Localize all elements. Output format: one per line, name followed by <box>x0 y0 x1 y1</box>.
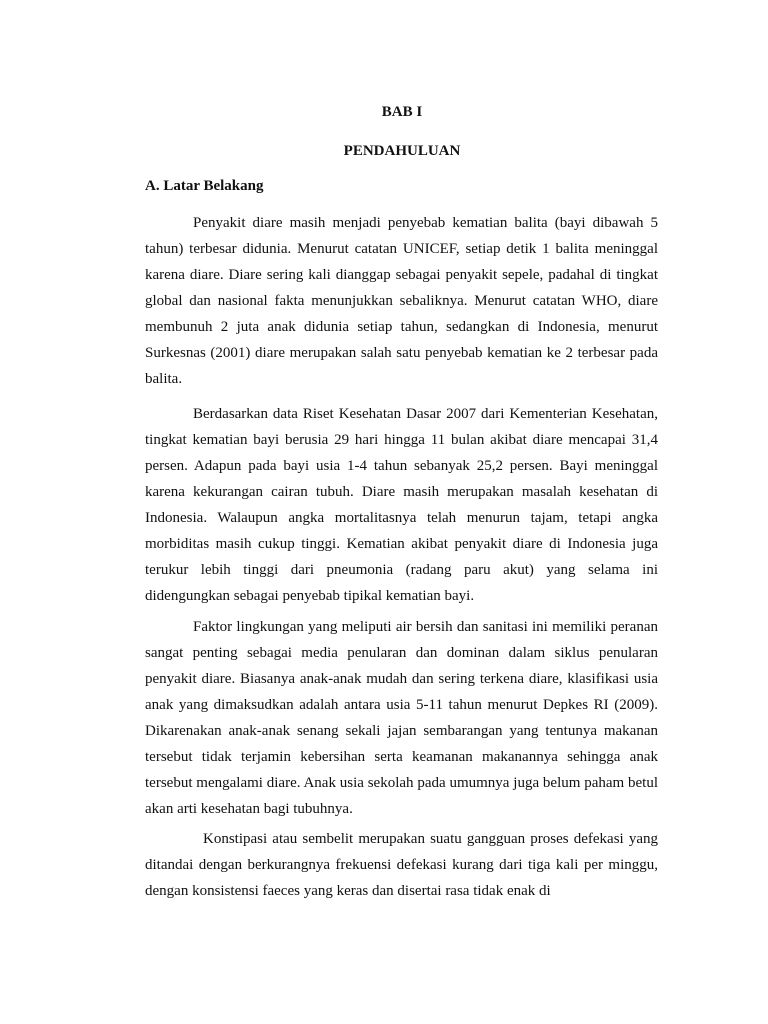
paragraph: Konstipasi atau sembelit merupakan suatu gangguan proses defekasi yang ditandai dengan berkurangnya frekuensi defekasi kurang dari tiga kali per minggu, dengan konsistensi faeces yang keras dan disertai rasa tidak enak di <box>145 831 658 899</box>
paragraph: Berdasarkan data Riset Kesehatan Dasar 2007 dari Kementerian Kesehatan, tingkat kematian bayi berusia 29 hari hingga 11 bulan akibat diare mencapai 31,4 persen. Adapun pada bayi usia 1-4 tahun sebanyak 25,2 persen. Bayi meninggal karena kekurangan cairan tubuh. Diare masih merupakan masalah kesehatan di Indonesia. Walaupun angka mortalitasnya telah menurun tajam, tetapi angka morbiditas masih cukup tinggi. Kematian akibat penyakit diare di Indonesia juga terukur lebih tinggi dari pneumonia (radang paru akut) yang selama ini didengungkan sebagai penyebab tipikal kematian bayi. <box>145 406 658 604</box>
paragraph: Faktor lingkungan yang meliputi air bersih dan sanitasi ini memiliki peranan sangat penting sebagai media penularan dan dominan dalam siklus penularan penyakit diare. Biasanya anak-anak mudah dan sering terkena diare, klasifikasi usia anak yang dimaksudkan adalah antara usia 5-11 tahun menurut Depkes RI (2009). Dikarenakan anak-anak senang sekali jajan sembarangan yang tentunya makanan tersebut tidak terjamin kebersihan serta keamanan makanannya sehingga anak tersebut mengalami diare. Anak usia sekolah pada umumnya juga belum paham betul akan arti kesehatan bagi tubuhnya. <box>145 619 658 817</box>
paragraph: Penyakit diare masih menjadi penyebab kematian balita (bayi dibawah 5 tahun) terbesar didunia. Menurut catatan UNICEF, setiap detik 1 balita meninggal karena diare. Diare sering kali dianggap sebagai penyakit sepele, padahal di tingkat global dan nasional fakta menunjukkan sebaliknya. Menurut catatan WHO, diare membunuh 2 juta anak didunia setiap tahun, sedangkan di Indonesia, menurut Surkesnas (2001) diare merupakan salah satu penyebab kematian ke 2 terbesar pada balita. <box>145 215 658 387</box>
chapter-heading: BAB I <box>381 104 423 120</box>
chapter-title: PENDAHULUAN <box>343 143 461 159</box>
section-heading: A. Latar Belakang <box>145 178 264 194</box>
